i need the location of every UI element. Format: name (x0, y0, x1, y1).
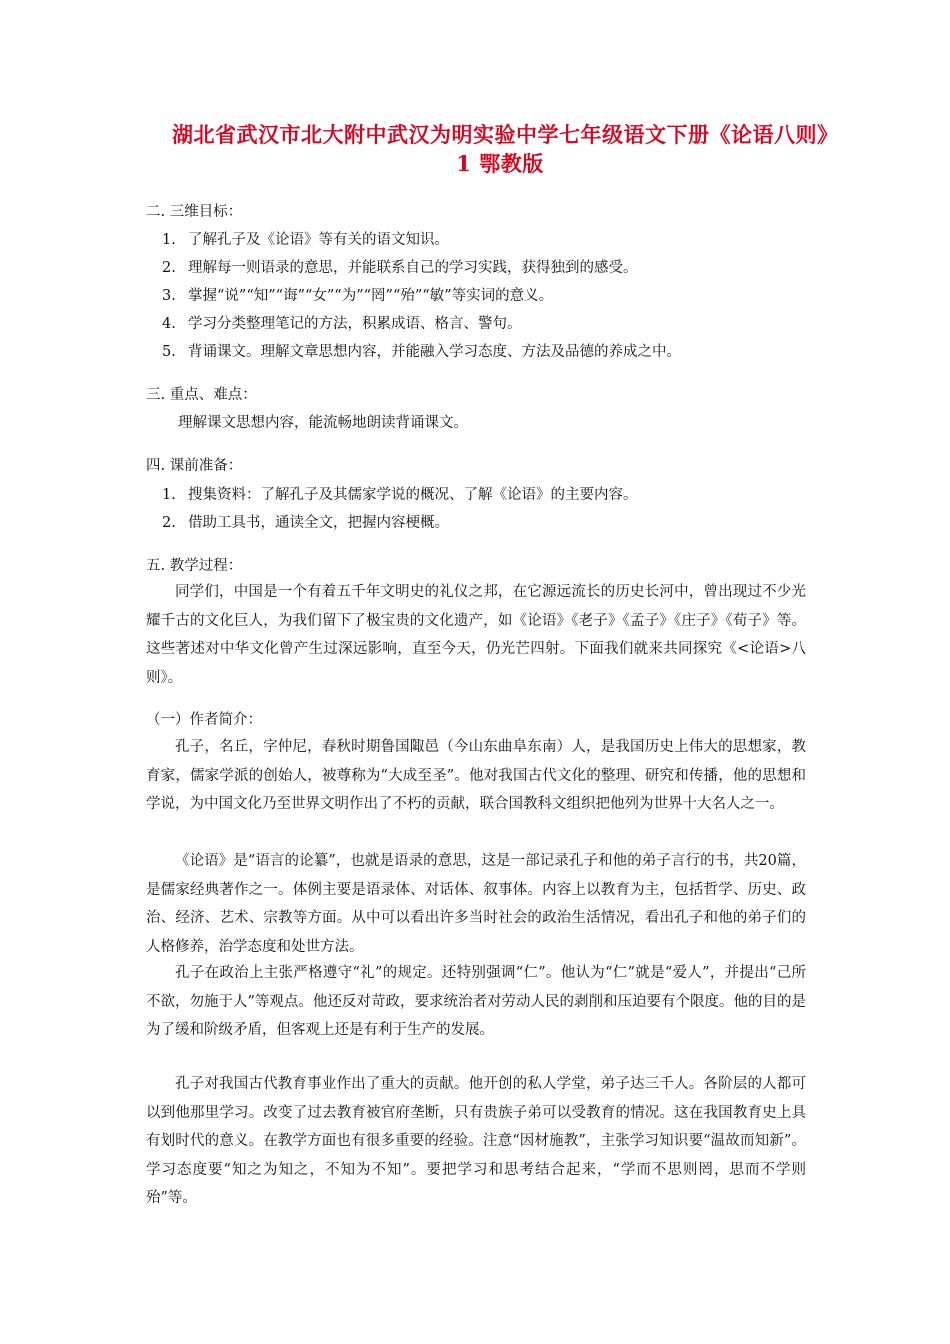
list-number: 1. (162, 487, 176, 503)
section-heading-key-points: 三. 重点、难点： (146, 387, 257, 403)
list-item-text: 搜集资料：了解孔子及其儒家学说的概况、了解《论语》的主要内容。 (188, 487, 638, 503)
list-item (162, 230, 449, 250)
list-item-text: 背诵课文。理解文章思想内容，并能融入学习态度、方法及品德的养成之中。 (188, 344, 681, 360)
list-item-text: 借助工具书，通读全文，把握内容梗概。 (188, 515, 449, 531)
list-item (162, 342, 681, 362)
list-item-text: 理解每一则语录的意思，并能联系自己的学习实践，获得独到的感受。 (188, 260, 638, 276)
intro-paragraph: 同学们，中国是一个有着五千年文明史的礼仪之邦，在它源远流长的历史长河中，曾出现过不少光耀千古的文化巨人，为我们留下了极宝贵的文化遗产，如《论语》《老子》《孟子》《庄子》《荀子》等。这些著述对中华文化曾产生过深远影响，直至今天，仍光芒四射。下面我们就来共同探究《<论语>八则》。 (146, 584, 806, 686)
document-title: 湖北省武汉市北大附中武汉为明实验中学七年级语文下册《论语八则》1 鄂教版 (172, 122, 828, 176)
list-item (162, 314, 522, 334)
list-item (162, 286, 553, 306)
list-number: 2. (162, 260, 176, 276)
list-number: 5. (162, 344, 176, 360)
section-heading-author: （一）作者简介： (146, 712, 262, 728)
list-item-text: 学习分类整理笔记的方法，积累成语、格言、警句。 (188, 316, 522, 332)
list-item (162, 485, 638, 505)
list-number: 4. (162, 316, 176, 332)
author-paragraph: 《论语》是“语言的论纂”，也就是语录的意思，这是一部记录孔子和他的弟子言行的书，共20篇，是儒家经典著作之一。体例主要是语录体、对话体、叙事体。内容上以教育为主，包括哲学、历史、政治、经济、艺术、宗教等方面。从中可以看出许多当时社会的政治生活情况，看出孔子和他的弟子们的人格修养，治学态度和处世方法。 (146, 853, 806, 955)
section-heading-preparation: 四. 课前准备： (146, 458, 243, 474)
list-number: 3. (162, 288, 176, 304)
author-paragraph: 孔子在政治上主张严格遵守“礼”的规定。还特别强调“仁”。他认为“仁”就是“爱人”，并提出“己所不欲，勿施于人”等观点。他还反对苛政，要求统治者对劳动人民的剥削和压迫要有个限度。他的目的是为了缓和阶级矛盾，但客观上还是有利于生产的发展。 (146, 965, 806, 1038)
list-item (162, 513, 449, 533)
list-number: 1. (162, 232, 176, 248)
author-paragraph: 孔子对我国古代教育事业作出了重大的贡献。他开创的私人学堂，弟子达三千人。各阶层的人都可以到他那里学习。改变了过去教育被官府垄断，只有贵族子弟可以受教育的情况。这在我国教育史上具有划时代的意义。在教学方面也有很多重要的经验。注意“因材施教”，主张学习知识要“温故而知新”。学习态度要“知之为知之，不知为不知”。要把学习和思考结合起来，“学而不思则罔，思而不学则殆”等。 (146, 1076, 806, 1206)
list-number: 2. (162, 515, 176, 531)
list-item (162, 258, 638, 278)
list-item-text: 掌握“说”“知”“诲”“女”“为”“罔”“殆”“敏”等实词的意义。 (188, 288, 554, 304)
section-heading-process: 五. 教学过程： (146, 558, 243, 574)
section-heading-goals: 二. 三维目标： (146, 204, 243, 220)
author-paragraph: 孔子，名丘，字仲尼，春秋时期鲁国陬邑（今山东曲阜东南）人，是我国历史上伟大的思想家，教育家，儒家学派的创始人，被尊称为“大成至圣”。他对我国古代文化的整理、研究和传播，他的思想和学说，为中国文化乃至世界文明作出了不朽的贡献，联合国教科文组织把他列为世界十大名人之一。 (146, 739, 806, 812)
list-item-text: 了解孔子及《论语》等有关的语文知识。 (188, 232, 449, 248)
key-points-text: 理解课文思想内容，能流畅地朗读背诵课文。 (178, 415, 468, 431)
